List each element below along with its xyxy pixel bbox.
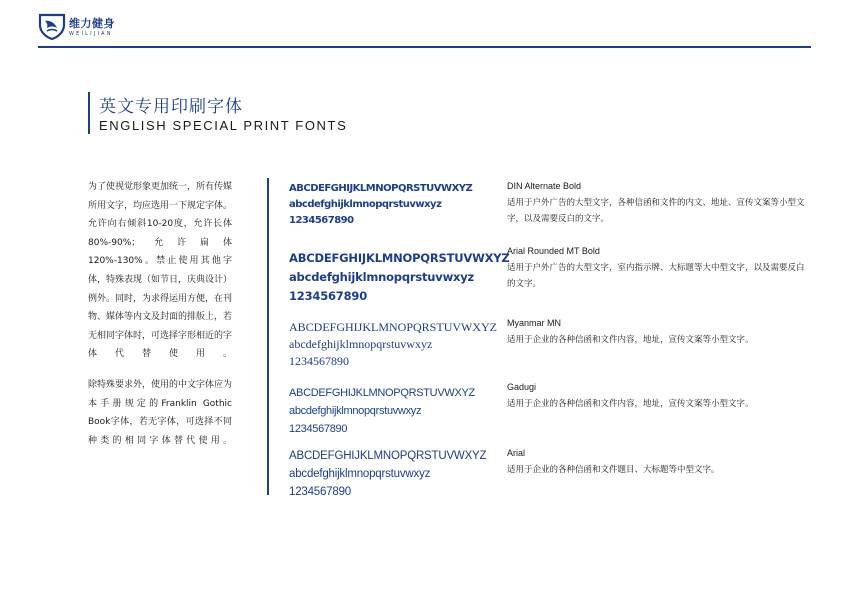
font-description-gadugi	[507, 380, 807, 413]
description-paragraph-2: 除特殊要求外，使用的中文字体应为本手册规定的Franklin Gothic Book字体，若无字体，可选择不同种类的相同字体替代使用。	[88, 380, 233, 446]
font-description-myanmar-mn	[507, 316, 807, 349]
sample-digits: 1234567890	[289, 486, 351, 498]
sample-digits: 1234567890	[289, 423, 348, 435]
font-name: Arial Rounded MT Bold	[507, 246, 600, 256]
font-description-arial-rounded	[507, 244, 807, 292]
font-description-din	[507, 179, 807, 227]
sample-lowercase: abcdefghijklmnopqrstuvwxyz	[289, 199, 442, 210]
sample-uppercase: ABCDEFGHIJKLMNOPQRSTUVWXYZ	[289, 387, 475, 399]
sample-uppercase: ABCDEFGHIJKLMNOPQRSTUVWXYZ	[289, 183, 473, 194]
font-usage: 适用于户外广告的大型文字，室内指示牌、大标题等大中型文字，以及需要反白的文字。	[507, 263, 805, 289]
font-name: Myanmar MN	[507, 318, 562, 328]
page-title-en: ENGLISH SPECIAL PRINT FONTS	[99, 118, 348, 133]
shield-logo-icon	[38, 12, 66, 40]
sample-uppercase: ABCDEFGHIJKLMNOPQRSTUVWXYZ	[289, 251, 510, 265]
page-title-cn: 英文专用印刷字体	[99, 97, 243, 117]
font-name: DIN Alternate Bold	[507, 181, 582, 191]
sample-uppercase: ABCDEFGHIJKLMNOPQRSTUVWXYZ	[289, 320, 498, 334]
sample-digits: 1234567890	[289, 215, 354, 226]
logo-name-en: WEILIJIAN	[69, 31, 113, 37]
header-divider	[38, 46, 811, 48]
font-sample-myanmar-mn	[289, 319, 497, 370]
sample-lowercase: abcdefghijklmnopqrstuvwxyz	[289, 468, 431, 480]
sample-digits: 1234567890	[289, 289, 368, 303]
sample-lowercase: abcdefghijklmnopqrstuvwxyz	[289, 405, 422, 417]
font-name: Arial	[507, 448, 526, 458]
sample-lowercase: abcdefghijklmnopqrstuvwxyz	[289, 337, 433, 351]
font-sample-din	[289, 181, 472, 229]
description-paragraph-1: 为了使视觉形象更加统一，所有传媒所用文字，均应选用一下规定字体。允许向右倾斜10-20度，允许长体80%-90%；允许扁体120%-130%。禁止使用其他字体，特殊表现（如节日，庆典设计）例外。同时，为求得运用方便，在刊物、媒体等内文及封面的排版上，若无相同字体时，可选择字形相近的字体代替使用。	[88, 182, 233, 360]
sample-uppercase: ABCDEFGHIJKLMNOPQRSTUVWXYZ	[289, 450, 487, 462]
font-sample-arial-rounded	[289, 249, 510, 306]
sample-digits: 1234567890	[289, 354, 349, 368]
title-accent-bar	[88, 92, 90, 134]
font-usage: 适用于企业的各种信函和文件题目、大标题等中型文字。	[507, 465, 720, 475]
font-name: Gadugi	[507, 382, 537, 392]
font-usage: 适用于企业的各种信函和文件内容，地址，宣传文案等小型文字。	[507, 335, 754, 345]
font-sample-arial	[289, 447, 486, 501]
brand-logo	[38, 12, 148, 42]
sample-lowercase: abcdefghijklmnopqrstuvwxyz	[289, 270, 474, 284]
font-usage: 适用于户外广告的大型文字，各种信函和文件的内文、地址、宣传文案等小型文字，以及需要反白的文字。	[507, 198, 805, 224]
font-description-arial	[507, 446, 807, 479]
font-sample-gadugi	[289, 384, 475, 438]
font-usage: 适用于企业的各种信函和文件内容，地址，宣传文案等小型文字。	[507, 399, 754, 409]
column-divider	[267, 178, 269, 495]
logo-name-cn: 维力健身	[69, 17, 115, 30]
